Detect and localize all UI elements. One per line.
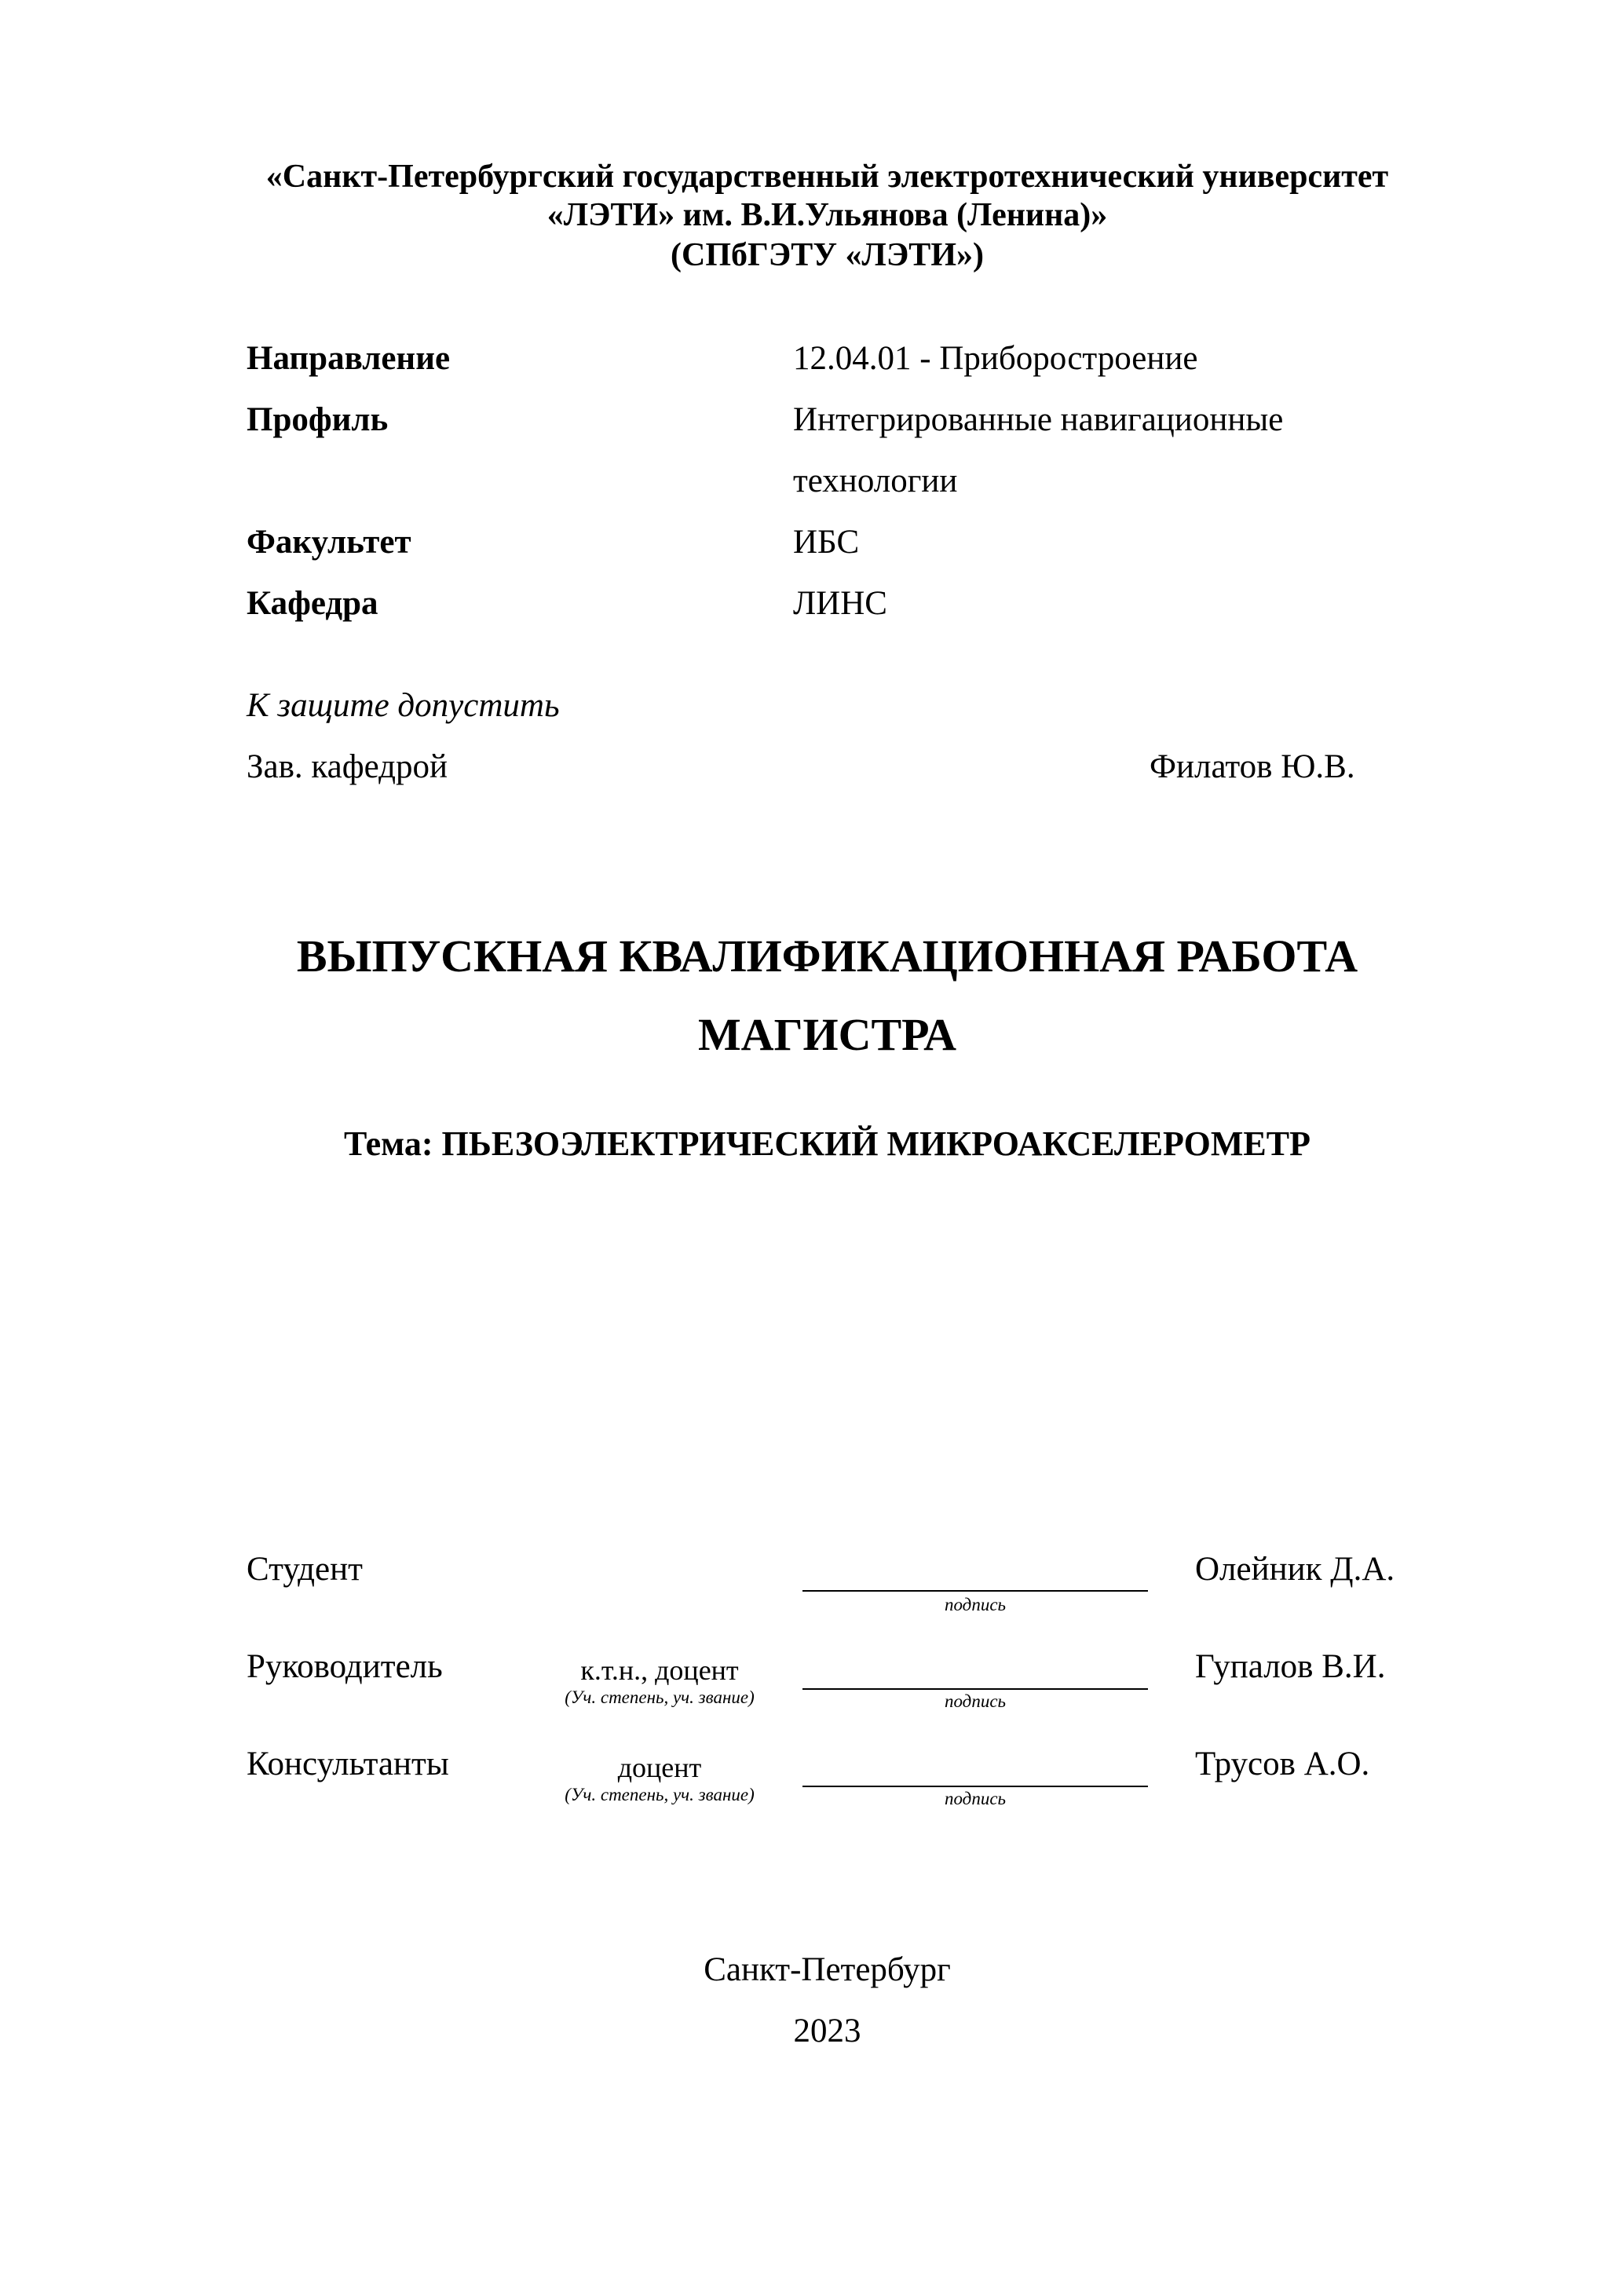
approval-note: К защите допустить [247,687,560,724]
supervisor-degree: к.т.н., доцент [580,1654,739,1686]
direction-value: 12.04.01 - Приборостроение [793,340,1198,377]
department-value: ЛИНС [793,585,887,622]
university-name-line-1: «Санкт-Петербургский государственный электротехнический университет [265,159,1389,195]
city: Санкт-Петербург [704,1951,951,1988]
direction-label: Направление [247,340,451,377]
consultant-signature-caption: подпись [944,1789,1006,1808]
student-signature-caption: подпись [944,1595,1006,1614]
university-abbreviation: (СПбГЭТУ «ЛЭТИ») [671,237,984,273]
student-signature-line [802,1590,1148,1592]
supervisor-role: Руководитель [247,1648,443,1685]
consultant-degree: доцент [617,1752,702,1783]
supervisor-signature-line [802,1688,1148,1690]
student-name: Олейник Д.А. [1195,1551,1395,1588]
department-label: Кафедра [247,585,378,622]
supervisor-signature-caption: подпись [944,1691,1006,1711]
faculty-label: Факультет [247,524,411,561]
profile-value: Интегрированные навигационные [793,401,1284,438]
profile-value-continued: технологии [793,462,958,499]
student-role: Студент [247,1551,363,1588]
consultant-degree-caption: (Уч. степень, уч. звание) [565,1785,755,1804]
approval-role: Зав. кафедрой [247,748,448,785]
profile-label: Профиль [247,401,389,438]
work-title-line-1: ВЫПУСКНАЯ КВАЛИФИКАЦИОННАЯ РАБОТА [296,930,1358,982]
consultant-name: Трусов А.О. [1195,1746,1370,1782]
supervisor-degree-caption: (Уч. степень, уч. звание) [565,1687,755,1707]
university-name-line-2: «ЛЭТИ» им. В.И.Ульянова (Ленина)» [546,197,1108,233]
consultant-signature-line [802,1786,1148,1787]
year: 2023 [793,2013,861,2049]
consultant-role: Консультанты [247,1746,449,1782]
supervisor-name: Гупалов В.И. [1195,1648,1386,1685]
thesis-topic: Тема: ПЬЕЗОЭЛЕКТРИЧЕСКИЙ МИКРОАКСЕЛЕРОМЕТР [343,1124,1310,1163]
approval-name: Филатов Ю.В. [1150,748,1355,785]
faculty-value: ИБС [793,524,860,561]
work-title-line-2: МАГИСТРА [697,1009,957,1060]
